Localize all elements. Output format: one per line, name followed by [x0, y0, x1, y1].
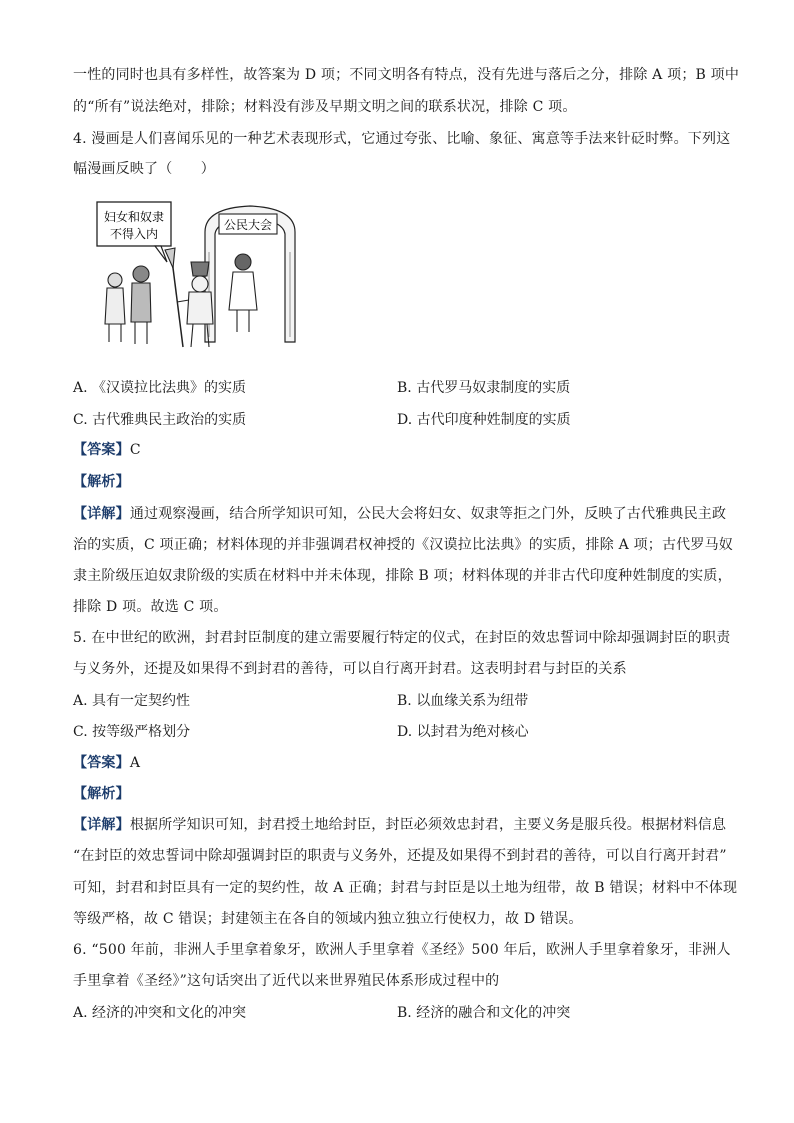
q4-analysis-tag [73, 472, 130, 492]
slave-figure [131, 266, 151, 344]
q5-detail-line-3: 可知，封君和封臣具有一定的契约性，故 A 正确；封君与封臣是以土地为纽带，故 B 错误；材料中不体现 [73, 880, 738, 896]
q4-option-d: D. 古代印度种姓制度的实质 [397, 412, 571, 428]
answer-tag: 【答案】 [73, 442, 130, 458]
answer-tag: 【答案】 [73, 755, 130, 771]
detail-text: 通过观察漫画，结合所学知识可知，公民大会将妇女、奴隶等拒之门外，反映了古代雅典民主政 [129, 506, 727, 522]
detail-text: 根据所学知识可知，封君授土地给封臣，封臣必须效忠封君，主要义务是服兵役。根据材料信息 [129, 817, 727, 833]
q5-detail-line-4: 等级严格，故 C 错误；封建领主在各自的领域内独立独立行使权力，故 D 错误。 [73, 911, 583, 927]
q4-stem-line-1: 4. 漫画是人们喜闻乐见的一种艺术表现形式，它通过夸张、比喻、象征、寓意等手法来针砭时弊。下列这 [73, 131, 731, 147]
q5-option-d: D. 以封君为绝对核心 [397, 724, 529, 740]
q4-option-c: C. 古代雅典民主政治的实质 [73, 412, 247, 428]
q4-stem-line-2: 幅漫画反映了（ ） [73, 161, 215, 177]
q5-detail-line-2: “在封臣的效忠誓词中除却强调封臣的职责与义务外，还提及如果得不到封君的善待，可以自行离开封君” [73, 848, 727, 864]
q5-analysis-tag [73, 784, 130, 804]
intro-line-1: 一性的同时也具有多样性，故答案为 D 项；不同文明各有特点，没有先进与落后之分，排除 A 项；B 项中 [73, 67, 740, 83]
q4-cartoon [95, 192, 305, 354]
cartoon-drawing [95, 192, 305, 354]
q6-stem-line-2: 手里拿着《圣经》”这句话突出了近代以来世界殖民体系形成过程中的 [73, 973, 500, 989]
detail-tag: 【详解】 [73, 506, 130, 522]
q4-detail-line-3: 隶主阶级压迫奴隶阶级的实质在材料中并未体现，排除 B 项；材料体现的并非古代印度种姓制度的实质， [73, 568, 732, 584]
q5-answer [73, 753, 140, 773]
analysis-tag: 【解析】 [73, 786, 130, 802]
detail-tag: 【详解】 [73, 817, 130, 833]
q6-option-b: B. 经济的融合和文化的冲突 [397, 1005, 571, 1021]
q4-detail-line-1 [73, 504, 726, 524]
q5-option-a: A. 具有一定契约性 [73, 693, 191, 709]
citizen-figure [229, 254, 257, 332]
q4-detail-line-4: 排除 D 项。故选 C 项。 [73, 599, 228, 615]
bubble-text-line-1: 妇女和奴隶 [103, 210, 165, 224]
answer-value: A [129, 755, 141, 771]
q5-stem-line-1: 5. 在中世纪的欧洲，封君封臣制度的建立需要履行特定的仪式，在封臣的效忠誓词中除却强调封臣的职责 [73, 630, 731, 646]
q4-option-a: A. 《汉谟拉比法典》的实质 [73, 380, 247, 396]
q6-stem-line-1: 6. “500 年前，非洲人手里拿着象牙，欧洲人手里拿着《圣经》500 年后，欧洲人手里拿着象牙，非洲人 [73, 942, 731, 958]
intro-line-2: 的“所有”说法绝对，排除；材料没有涉及早期文明之间的联系状况，排除 C 项。 [73, 99, 577, 115]
arch-sign-text: 公民大会 [223, 218, 273, 232]
q5-stem-line-2: 与义务外，还提及如果得不到封君的善待，可以自行离开封君。这表明封君与封臣的关系 [73, 661, 627, 677]
q5-option-b: B. 以血缘关系为纽带 [397, 693, 529, 709]
q6-option-a: A. 经济的冲突和文化的冲突 [73, 1005, 247, 1021]
q4-option-b: B. 古代罗马奴隶制度的实质 [397, 380, 571, 396]
bubble-text-line-2: 不得入内 [109, 227, 159, 241]
woman-figure [105, 273, 125, 342]
answer-value: C [129, 442, 141, 458]
analysis-tag: 【解析】 [73, 474, 130, 490]
q4-detail-line-2: 治的实质，C 项正确；材料体现的并非强调君权神授的《汉谟拉比法典》的实质，排除 A 项；古代罗马奴 [73, 537, 733, 553]
q5-option-c: C. 按等级严格划分 [73, 724, 191, 740]
q4-answer [73, 440, 141, 460]
q5-detail-line-1 [73, 815, 726, 835]
